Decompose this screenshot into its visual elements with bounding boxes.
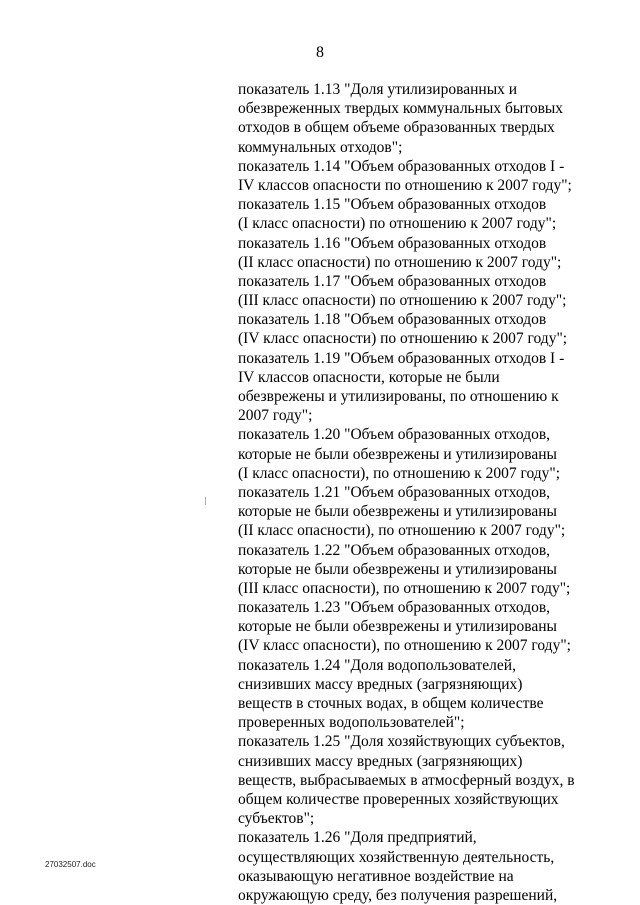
footer-filename: 27032507.doc — [45, 860, 96, 869]
text-line: IV классов опасности, которые не были — [238, 368, 500, 386]
text-line: обезвреженных твердых коммунальных бытовых — [238, 100, 564, 118]
text-line: отходов в общем объеме образованных твердых — [238, 119, 555, 137]
text-line: показатель 1.26 "Доля предприятий, — [238, 829, 477, 847]
text-line: IV классов опасности по отношению к 2007 году"; — [238, 176, 572, 194]
text-line: 2007 году"; — [238, 407, 313, 425]
text-line: (III класс опасности), по отношению к 2007 году"; — [238, 579, 571, 597]
text-line: снизивших массу вредных (загрязняющих) — [238, 675, 523, 693]
text-line: которые не были обезврежены и утилизированы — [238, 503, 557, 521]
text-line: обезврежены и утилизированы, по отношению к — [238, 388, 559, 405]
margin-mark — [205, 497, 206, 505]
text-line: общем количестве проверенных хозяйствующих — [238, 790, 559, 808]
text-line: (III класс опасности) по отношению к 2007 году"; — [238, 292, 567, 310]
text-line: показатель 1.15 "Объем образованных отходов — [238, 196, 547, 214]
text-line: (I класс опасности), по отношению к 2007 году"; — [238, 464, 561, 482]
text-line: показатель 1.22 "Объем образованных отходов, — [238, 541, 551, 559]
text-line: показатель 1.25 "Доля хозяйствующих субъектов, — [238, 733, 565, 751]
text-line: снизивших массу вредных (загрязняющих) — [238, 752, 523, 770]
text-line: показатель 1.17 "Объем образованных отходов — [238, 272, 547, 290]
text-line: проверенных водопользователей"; — [238, 714, 465, 732]
text-line: показатель 1.23 "Объем образованных отходов, — [238, 599, 551, 617]
text-line: которые не были обезврежены и утилизированы — [238, 618, 557, 636]
text-line: показатель 1.24 "Доля водопользователей, — [238, 656, 516, 674]
text-line: показатель 1.21 "Объем образованных отходов, — [238, 483, 551, 501]
text-line: показатель 1.18 "Объем образованных отходов — [238, 311, 547, 329]
text-line: которые не были обезврежены и утилизированы — [238, 445, 557, 463]
text-line: (II класс опасности) по отношению к 2007 году"; — [238, 253, 562, 271]
text-line: веществ в сточных водах, в общем количестве — [238, 695, 544, 712]
text-line: коммунальных отходов"; — [238, 138, 403, 156]
document-body — [238, 80, 578, 905]
text-line: (II класс опасности), по отношению к 2007 году"; — [238, 522, 566, 540]
text-line: веществ, выбрасываемых в атмосферный воздух, в — [238, 771, 575, 789]
text-line: (IV класс опасности) по отношению к 2007 году"; — [238, 330, 568, 348]
text-line: показатель 1.16 "Объем образованных отходов — [238, 234, 547, 252]
text-line: (IV класс опасности), по отношению к 2007 году"; — [238, 637, 571, 655]
text-line: (I класс опасности) по отношению к 2007 году"; — [238, 215, 557, 233]
text-line: осуществляющих хозяйственную деятельность, — [238, 848, 555, 866]
text-line: показатель 1.14 "Объем образованных отходов I - — [238, 157, 565, 175]
text-line: показатель 1.13 "Доля утилизированных и — [238, 81, 518, 98]
text-line: окружающую среду, без получения разрешений, — [238, 886, 558, 904]
page-number: 8 — [316, 44, 324, 61]
text-line: субъектов"; — [238, 810, 315, 828]
text-line: показатель 1.20 "Объем образованных отходов, — [238, 426, 551, 444]
text-line: которые не были обезврежены и утилизированы — [238, 560, 557, 578]
text-line: оказывающую негативное воздействие на — [238, 867, 514, 885]
text-line: показатель 1.19 "Объем образованных отходов I - — [238, 349, 565, 367]
